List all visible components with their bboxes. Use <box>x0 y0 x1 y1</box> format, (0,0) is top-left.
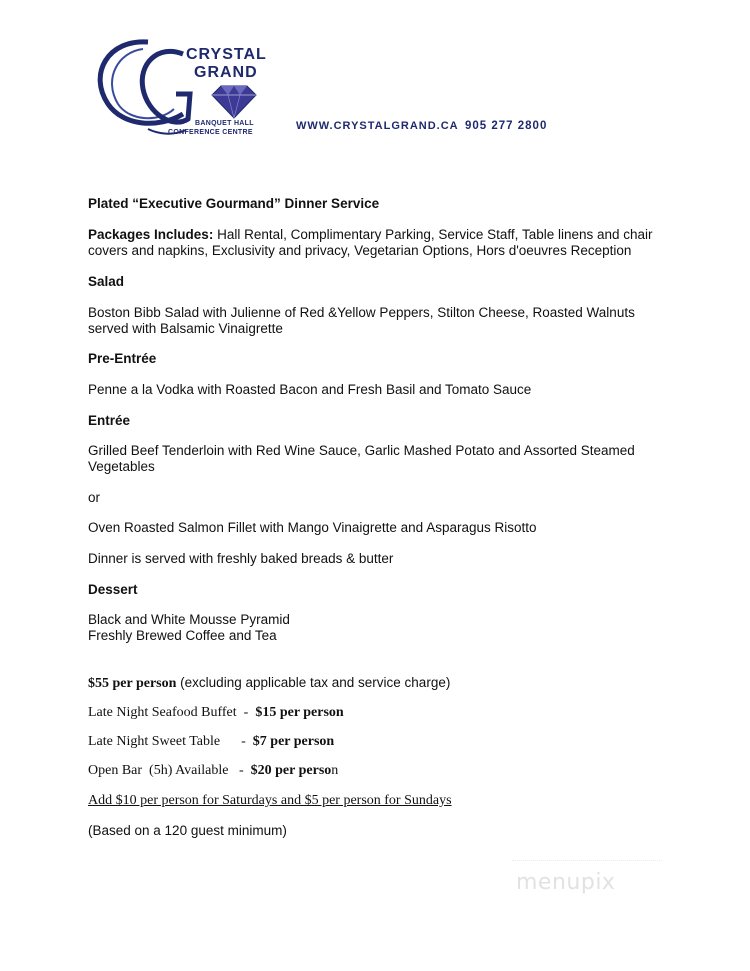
dessert-line1: Black and White Mousse Pyramid <box>88 612 290 627</box>
sweet-line <box>88 734 334 751</box>
preentree-line: Penne a la Vodka with Roasted Bacon and Fresh Basil and Tomato Sauce <box>88 382 532 397</box>
menu-title: Plated “Executive Gourmand” Dinner Service <box>88 196 380 211</box>
brand-name-line1: CRYSTAL <box>186 46 267 63</box>
preentree-heading: Pre-Entrée <box>88 351 157 366</box>
packages-text1: Hall Rental, Complimentary Parking, Service Staff, Table linens and chair <box>213 227 653 242</box>
entree-heading: Entrée <box>88 413 131 428</box>
dessert-heading: Dessert <box>88 582 138 597</box>
diamond-icon <box>212 86 256 118</box>
bar-price-end: n <box>331 763 339 778</box>
salad-heading: Salad <box>88 274 125 289</box>
menupix-watermark: menupix <box>516 870 616 895</box>
crystal-grand-logo <box>88 34 288 144</box>
main-price-line <box>88 675 450 693</box>
main-price: $55 per person <box>88 676 177 691</box>
entree-alt: Oven Roasted Salmon Fillet with Mango Vinaigrette and Asparagus Risotto <box>88 520 537 535</box>
packages-text2: covers and napkins, Exclusivity and privacy, Vegetarian Options, Hors d'oeuvres Reception <box>88 243 632 258</box>
packages-line1 <box>88 227 653 244</box>
brand-subtitle-line2: CONFERENCE CENTRE <box>168 129 253 136</box>
surcharge-note: Add $10 per person for Saturdays and $5 per person for Sundays <box>88 793 452 808</box>
watermark-rule <box>512 860 662 861</box>
seafood-line <box>88 705 344 722</box>
entree-line2: Vegetables <box>88 459 155 474</box>
phone-number: 905 277 2800 <box>465 120 548 132</box>
seafood-label: Late Night Seafood Buffet - <box>88 705 256 720</box>
main-price-note: (excluding applicable tax and service charge) <box>176 675 451 690</box>
bread-note: Dinner is served with freshly baked breads & butter <box>88 551 394 566</box>
sweet-label: Late Night Sweet Table - <box>88 734 253 749</box>
or-separator: or <box>88 490 101 505</box>
bar-price: $20 per perso <box>250 763 332 778</box>
salad-line2: served with Balsamic Vinaigrette <box>88 321 283 336</box>
guest-minimum: (Based on a 120 guest minimum) <box>88 823 287 838</box>
salad-line1: Boston Bibb Salad with Julienne of Red &Yellow Peppers, Stilton Cheese, Roasted Walnuts <box>88 305 635 320</box>
packages-label: Packages Includes: <box>88 227 214 242</box>
bar-line <box>88 763 338 780</box>
seafood-price: $15 per person <box>255 705 344 720</box>
brand-name-line2: GRAND <box>194 64 258 81</box>
sweet-price: $7 per person <box>252 734 335 749</box>
brand-subtitle-line1: BANQUET HALL <box>195 120 254 127</box>
dessert-line2: Freshly Brewed Coffee and Tea <box>88 628 277 643</box>
entree-line1: Grilled Beef Tenderloin with Red Wine Sauce, Garlic Mashed Potato and Assorted Steamed <box>88 443 635 458</box>
bar-label: Open Bar (5h) Available - <box>88 763 251 778</box>
website-link[interactable]: WWW.CRYSTALGRAND.CA <box>296 120 459 132</box>
